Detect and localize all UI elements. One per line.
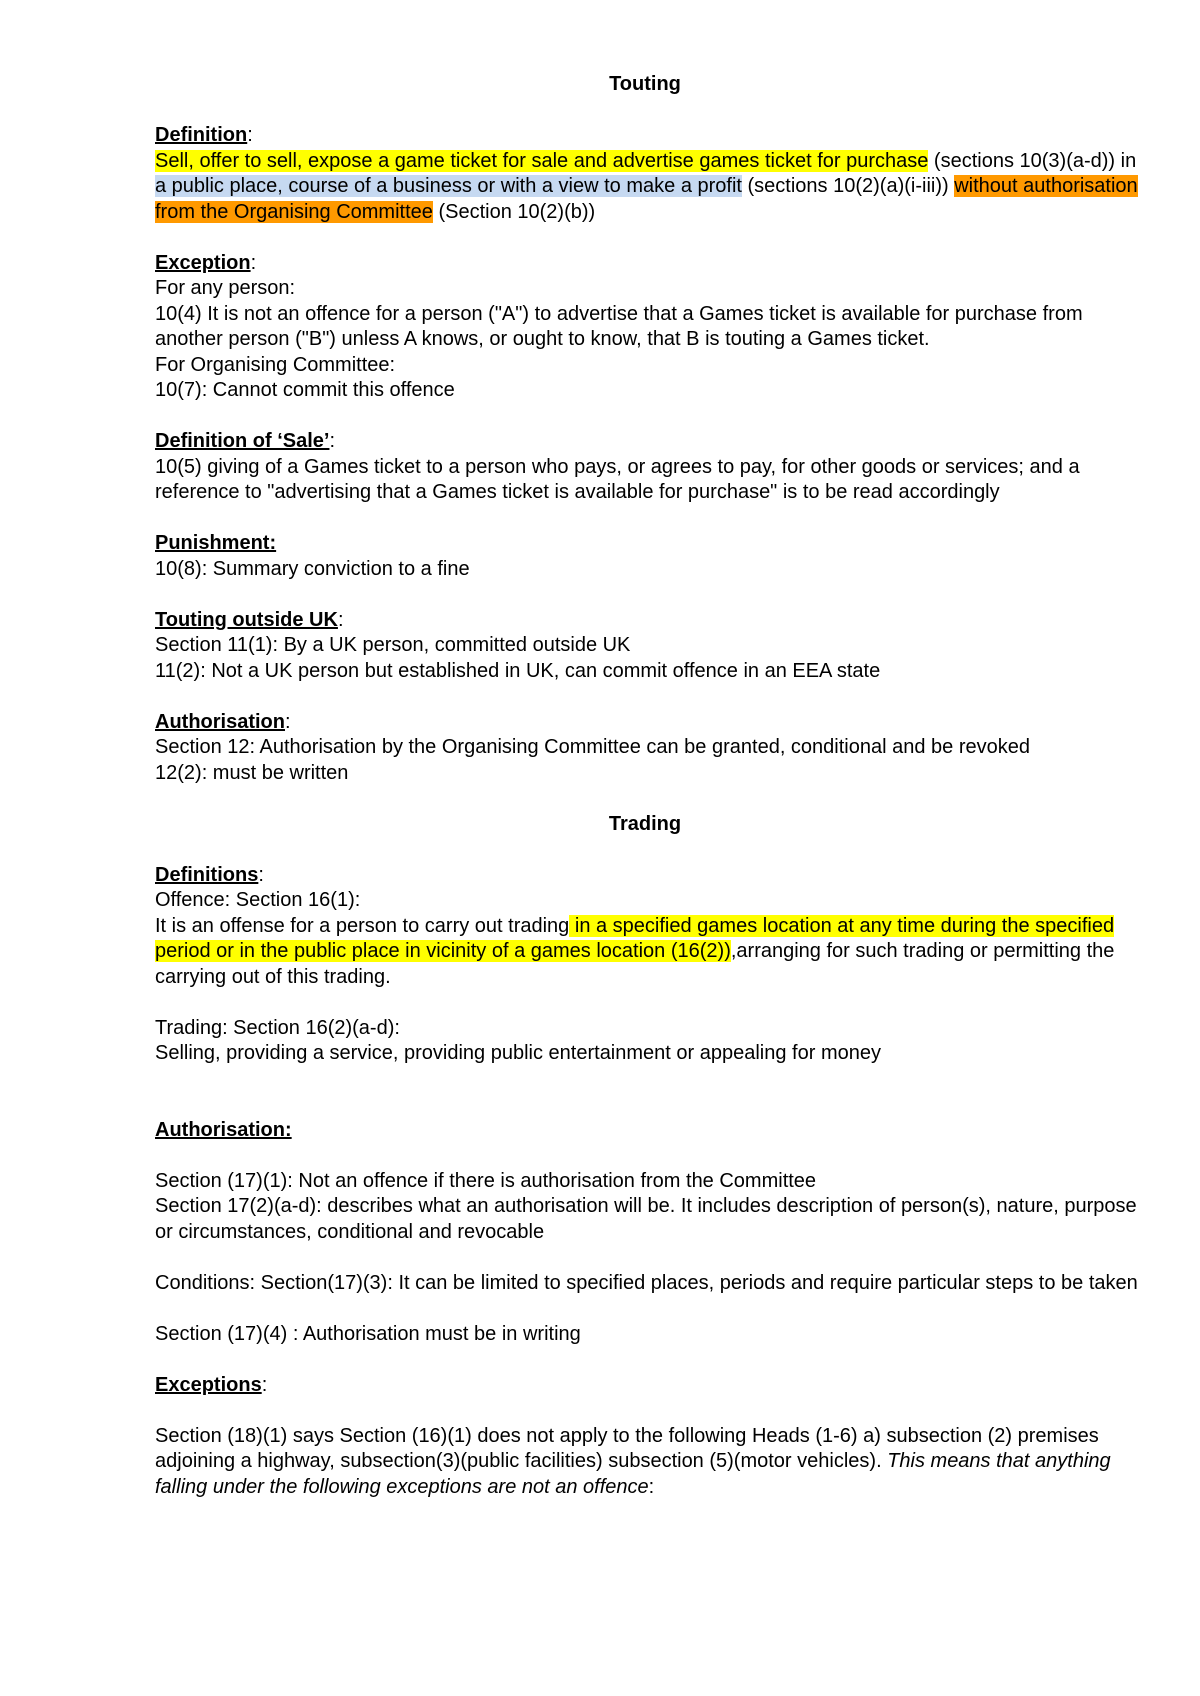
trading-definitions-heading-line: [155, 863, 1145, 889]
definition-text: [155, 149, 1145, 226]
definition-text-1: (sections 10(3)(a-d)) in: [928, 149, 1137, 172]
exception-colon: :: [250, 251, 257, 274]
exception-heading: Exception: [155, 251, 251, 274]
outside-uk-line: 11(2): Not a UK person but established in UK, can commit offence in an EEA state: [155, 659, 881, 682]
touting-authorisation-heading-line: [155, 710, 1145, 736]
document-page: [155, 72, 1145, 1500]
trading-exceptions-colon: :: [261, 1373, 268, 1396]
touting-authorisation-heading: Authorisation: [155, 710, 285, 733]
sale-heading-line: [155, 429, 1145, 455]
trading-authorisation-p1: Section (17)(1): Not an offence if there is authorisation from the Committee: [155, 1169, 817, 1192]
trading-meaning-text: Selling, providing a service, providing public entertainment or appealing for money: [155, 1042, 881, 1064]
definition-text-2: (sections 10(2)(a)(i-iii)): [741, 175, 955, 197]
trading-meaning-line: Trading: Section 16(2)(a-d):: [155, 1016, 400, 1039]
trading-exceptions-heading-line: [155, 1373, 1145, 1399]
touting-title: Touting: [609, 73, 681, 95]
trading-offence-text-1: It is an offense for a person to carry out trading: [155, 914, 570, 937]
trading-definitions-heading: Definitions: [155, 863, 259, 886]
sale-text: 10(5) giving of a Games ticket to a person who pays, or agrees to pay, for other goods or services; and a reference to "advertising that a Games ticket is available for purchase" is to be read accordingly: [155, 455, 1080, 503]
punishment-heading: Punishment:: [155, 532, 277, 554]
trading-exceptions-text: [155, 1424, 1145, 1501]
trading-definitions-colon: :: [258, 863, 264, 886]
punishment-heading-line: [155, 531, 1145, 557]
punishment-text: 10(8): Summary conviction to a fine: [155, 557, 470, 580]
definition-colon: :: [247, 124, 253, 146]
outside-uk-colon: :: [337, 608, 344, 631]
definition-highlight-authorisation: without authorisation from the Organising Committee: [155, 175, 1138, 223]
trading-authorisation-heading: Authorisation:: [155, 1118, 292, 1141]
touting-authorisation-line: 12(2): must be written: [155, 761, 349, 784]
trading-offence-text: [155, 914, 1145, 991]
trading-authorisation-p4: Section (17)(4) : Authorisation must be in writing: [155, 1322, 581, 1345]
trading-exceptions-text-2: :: [648, 1475, 655, 1498]
trading-authorisation-p3: Conditions: Section(17)(3): It can be limited to specified places, periods and require particular steps to be taken: [155, 1271, 1138, 1294]
trading-offence-line: Offence: Section 16(1):: [155, 889, 361, 911]
exception-heading-line: [155, 251, 1145, 277]
outside-uk-line: Section 11(1): By a UK person, committed outside UK: [155, 634, 631, 656]
outside-uk-heading: Touting outside UK: [155, 608, 338, 631]
definition-heading: Definition: [155, 124, 248, 146]
sale-colon: :: [329, 430, 336, 452]
touting-authorisation-colon: :: [285, 710, 291, 733]
exception-line: For any person:: [155, 277, 296, 299]
exception-line: For Organising Committee:: [155, 353, 396, 376]
touting-authorisation-line: Section 12: Authorisation by the Organising Committee can be granted, conditional and be revoked: [155, 736, 1030, 758]
trading-exceptions-heading: Exceptions: [155, 1373, 262, 1396]
trading-title: Trading: [608, 812, 682, 835]
trading-exceptions-text-1: Section (18)(1) says Section (16)(1) does not apply to the following Heads (1-6) a) subsection (2) premises adjoining a highway, subsection(3)(public facilities) subsection (5)(motor vehicles).: [155, 1424, 1099, 1472]
definition-heading-line: [155, 123, 1145, 149]
trading-authorisation-p2: Section 17(2)(a-d): describes what an authorisation will be. It includes description of person(s), nature, purpose or circumstances, conditional and revocable: [155, 1195, 1137, 1243]
exception-line: 10(4) It is not an offence for a person ("A") to advertise that a Games ticket is available for purchase from another person ("B") unless A knows, or ought to know, that B is touting a Games ticket.: [155, 302, 1083, 350]
trading-exceptions-italic: This means that anything falling under the following exceptions are not an offence: [155, 1450, 1111, 1498]
definition-text-3: (Section 10(2)(b)): [432, 200, 596, 223]
trading-authorisation-heading-line: [155, 1118, 1145, 1144]
definition-highlight-acts: Sell, offer to sell, expose a game ticket for sale and advertise games ticket for purchase: [155, 149, 929, 172]
exception-line: 10(7): Cannot commit this offence: [155, 379, 455, 401]
trading-offence-highlight: in a specified games location at any time during the specified period or in the public place in vicinity of a games location (16(2)): [155, 914, 1115, 962]
trading-offence-text-2: ,arranging for such trading or permitting the carrying out of this trading.: [155, 940, 1115, 988]
definition-highlight-place: a public place, course of a business or with a view to make a profit: [155, 175, 742, 197]
outside-uk-heading-line: [155, 608, 1145, 634]
sale-heading: Definition of ‘Sale’: [155, 430, 330, 452]
